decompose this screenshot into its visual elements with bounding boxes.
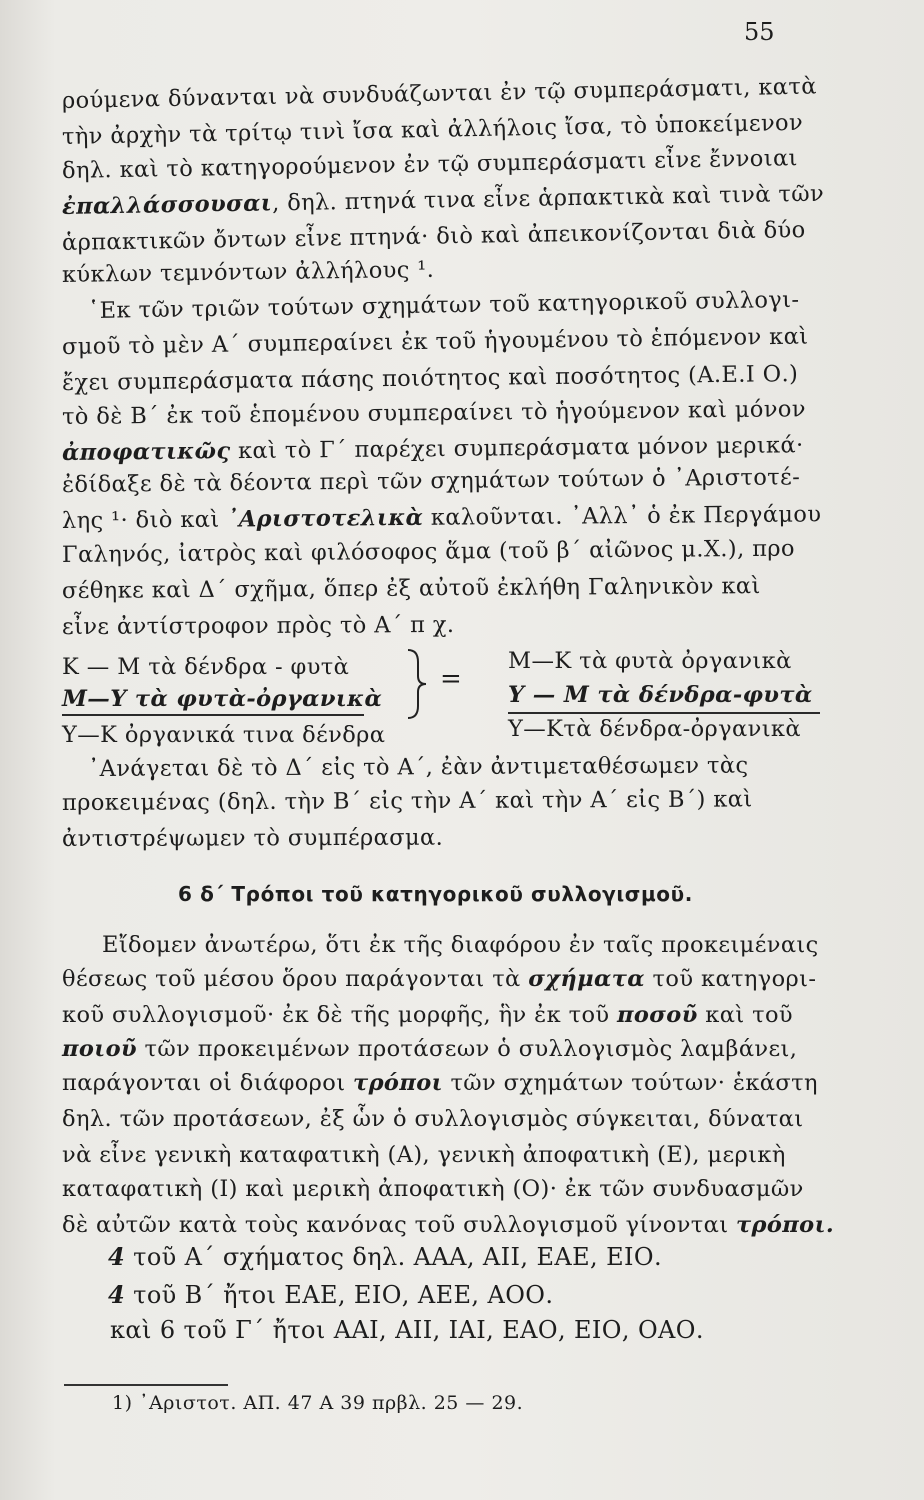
text-span: δὲ αὐτῶν κατὰ τοὺς κανόνας τοῦ συλλογισμοῦ γίνονται bbox=[62, 1212, 736, 1238]
para2-line: σμοῦ τὸ μὲν Α΄ συμπεραίνει ἐκ τοῦ ἡγουμένου τὸ ἑπόμενον καὶ bbox=[61, 323, 809, 360]
para4-line: καταφατικὴ (Ι) καὶ μερικὴ ἀποφατικὴ (Ο)· ἐκ τῶν συνδυασμῶν bbox=[62, 1176, 804, 1202]
section-heading: 6 δ΄ Τρόποι τοῦ κατηγορικοῦ συλλογισμοῦ. bbox=[178, 882, 693, 906]
para2-line bbox=[62, 432, 822, 466]
text-span: , δηλ. πτηνά τινα εἶνε ἁρπακτικὰ καὶ τινὰ τῶν bbox=[271, 180, 825, 217]
emphasized-term: τρόποι. bbox=[736, 1212, 835, 1238]
text-span: τῶν προκειμένων προτάσεων ὁ συλλογισμὸς λαμβάνει, bbox=[136, 1036, 798, 1062]
text-span: καὶ τοῦ bbox=[697, 1002, 793, 1028]
text-span: τοῦ κατηγορι- bbox=[645, 966, 817, 992]
scheme-right-line-3: Υ—Κτὰ δένδρα-ὀργανικὰ bbox=[508, 716, 801, 742]
para1-line: κύκλων τεμνόντων ἀλλήλους ¹. bbox=[61, 256, 435, 288]
emphasized-term: σχήματα bbox=[528, 966, 645, 992]
scheme-left-line-3: Υ—Κ ὀργανικά τινα δένδρα bbox=[62, 722, 386, 748]
para1-line: τὴν ἀρχὴν τὰ τρίτῳ τινὶ ἴσα καὶ ἀλλήλοις ἴσα, τὸ ὑποκείμενον bbox=[61, 109, 804, 150]
para4-line: δηλ. τῶν προτάσεων, ἐξ ὧν ὁ συλλογισμὸς σύγκειται, δύναται bbox=[62, 1106, 804, 1132]
emphasized-term: ἐπαλλάσσουσαι bbox=[61, 190, 273, 220]
para1-line: ρούμενα δύνανται νὰ συνδυάζωνται ἐν τῷ συμπεράσματι, κατὰ bbox=[61, 73, 818, 114]
text-span: καλοῦνται. ᾿Αλλ᾿ ὁ ἐκ Περγάμου bbox=[423, 501, 822, 531]
para4-line bbox=[62, 1002, 822, 1028]
emphasized-term: τρόποι bbox=[353, 1070, 443, 1096]
para4-line bbox=[62, 966, 822, 992]
para1-line: ἁρπακτικῶν ὄντων εἶνε πτηνά· διὸ καὶ ἀπεικονίζονται διὰ δύο bbox=[61, 217, 806, 256]
scheme-right-line-2: Υ — Μ τὰ δένδρα-φυτὰ bbox=[508, 682, 813, 708]
text-span: κοῦ συλλογισμοῦ· ἐκ δὲ τῆς μορφῆς, ἣν ἐκ τοῦ bbox=[62, 1002, 618, 1028]
para2-line: ἐδίδαξε δὲ τὰ δέοντα περὶ τῶν σχημάτων τούτων ὁ ᾿Αριστοτέ- bbox=[61, 464, 801, 498]
mode-line bbox=[108, 1242, 868, 1271]
para4-line bbox=[62, 1212, 835, 1238]
para3-line: ᾿Ανάγεται δὲ τὸ Δ΄ εἰς τὸ Α΄, ἐὰν ἀντιμεταθέσωμεν τὰς bbox=[87, 752, 749, 782]
para4-line bbox=[62, 1036, 822, 1062]
para4-line bbox=[62, 1070, 822, 1096]
para2-line: ῾Εκ τῶν τριῶν τούτων σχημάτων τοῦ κατηγορικοῦ συλλογι- bbox=[87, 286, 800, 324]
para4-line: Εἴδομεν ἀνωτέρω, ὅτι ἐκ τῆς διαφόρου ἐν ταῖς προκειμέναις bbox=[102, 932, 819, 958]
emphasized-term: ποιοῦ bbox=[62, 1036, 137, 1062]
mode-count: 4 bbox=[108, 1280, 126, 1309]
para2-line: ἔχει συμπεράσματα πάσης ποιότητος καὶ ποσότητος (Α.Ε.Ι Ο.) bbox=[61, 361, 799, 396]
emphasized-term: ἀποφατικῶς bbox=[61, 438, 231, 466]
para1-line: δηλ. καὶ τὸ κατηγορούμενον ἐν τῷ συμπεράσματι εἶνε ἔννοιαι bbox=[61, 145, 799, 184]
right-brace-icon bbox=[406, 648, 428, 720]
mode-text: καὶ 6 τοῦ Γ΄ ἤτοι ΑΑΙ, ΑΙΙ, ΙΑΙ, ΕΑΟ, ΕΙΟ, ΟΑΟ. bbox=[110, 1316, 704, 1344]
para2-line: σέθηκε καὶ Δ΄ σχῆμα, ὅπερ ἐξ αὐτοῦ ἐκλήθη Γαληνικὸν καὶ bbox=[61, 573, 761, 604]
para3-line: προκειμένας (δηλ. τὴν Β΄ εἰς τὴν Α΄ καὶ τὴν Α΄ εἰς Β΄) καὶ bbox=[61, 786, 753, 816]
text-span: λης ¹· διὸ καὶ bbox=[61, 506, 228, 534]
scheme-left-line-2: Μ—Υ τὰ φυτὰ-ὀργανικὰ bbox=[62, 686, 383, 712]
mode-text: τοῦ Β΄ ἤτοι ΕΑΕ, ΕΙΟ, ΑΕΕ, ΑΟΟ. bbox=[125, 1281, 554, 1309]
emphasized-term: ποσοῦ bbox=[617, 1002, 698, 1028]
footnote-rule bbox=[64, 1384, 228, 1386]
mode-count: 4 bbox=[108, 1242, 126, 1271]
mode-line bbox=[108, 1280, 868, 1309]
page-number: 55 bbox=[744, 18, 775, 46]
mode-text: τοῦ Α΄ σχήματος δηλ. ΑΑΑ, ΑΙΙ, ΕΑΕ, ΕΙΟ. bbox=[125, 1243, 662, 1271]
para3-line: ἀντιστρέψωμεν τὸ συμπέρασμα. bbox=[61, 824, 444, 852]
text-span: θέσεως τοῦ μέσου ὅρου παράγονται τὰ bbox=[62, 966, 529, 992]
scheme-right-line-1: Μ—Κ τὰ φυτὰ ὀργανικὰ bbox=[508, 648, 792, 674]
equals-sign: = bbox=[440, 664, 462, 694]
scheme-left-rule bbox=[62, 714, 364, 716]
para1-line bbox=[61, 180, 825, 220]
scheme-left-line-1: Κ — Μ τὰ δένδρα - φυτὰ bbox=[62, 654, 350, 680]
footnote: 1) ᾿Αριστοτ. ΑΠ. 47 Α 39 πρβλ. 25 — 29. bbox=[112, 1392, 524, 1414]
text-span: καὶ τὸ Γ΄ παρέχει συμπεράσματα μόνον μερικά· bbox=[230, 432, 804, 465]
para2-line: Γαληνός, ἰατρὸς καὶ φιλόσοφος ἅμα (τοῦ β΄ αἰῶνος μ.Χ.), προ bbox=[61, 535, 796, 568]
scheme-right-rule bbox=[508, 712, 820, 714]
mode-line bbox=[110, 1316, 870, 1344]
para2-line bbox=[62, 501, 822, 534]
para4-line: νὰ εἶνε γενικὴ καταφατικὴ (Α), γενικὴ ἀποφατικὴ (Ε), μερικὴ bbox=[62, 1142, 786, 1168]
emphasized-term: ᾿Αριστοτελικὰ bbox=[227, 504, 424, 533]
para2-line: τὸ δὲ Β΄ ἐκ τοῦ ἑπομένου συμπεραίνει τὸ ἡγούμενον καὶ μόνον bbox=[61, 396, 807, 430]
para2-line: εἶνε ἀντίστροφον πρὸς τὸ Α΄ π χ. bbox=[61, 611, 455, 640]
text-span: τῶν σχημάτων τούτων· ἑκάστη bbox=[442, 1070, 818, 1096]
text-span: παράγονται οἱ διάφοροι bbox=[62, 1070, 354, 1096]
